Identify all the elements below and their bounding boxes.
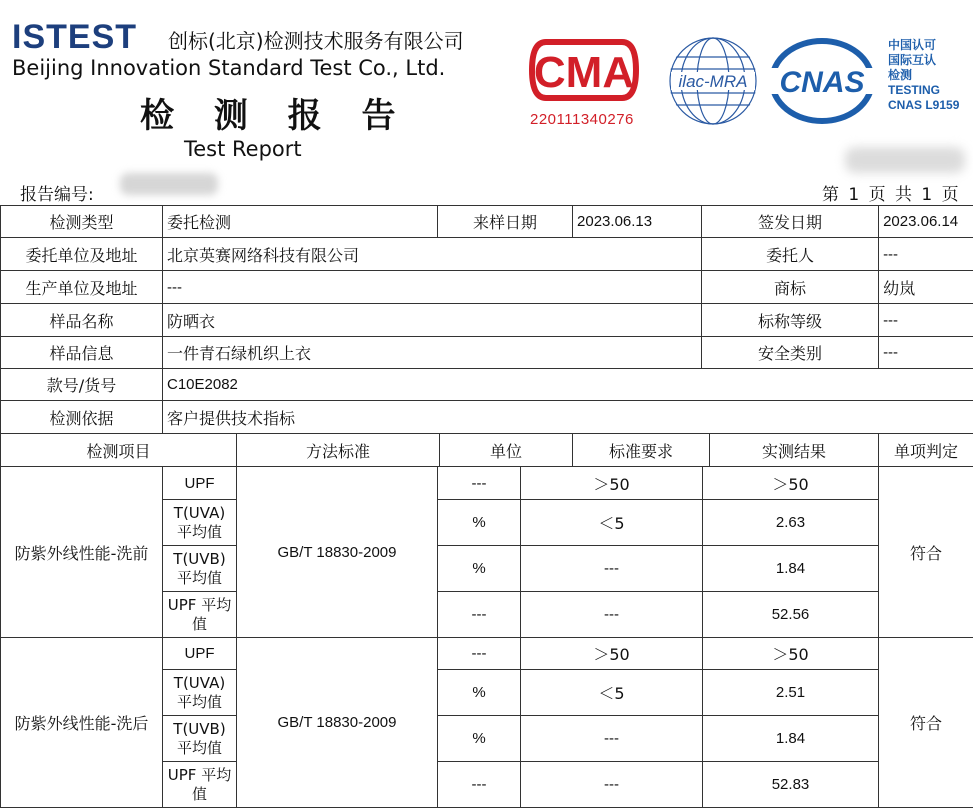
sample-info-label: 样品信息 bbox=[1, 337, 163, 369]
col-header-verdict: 单项判定 bbox=[879, 434, 973, 467]
requirement: ＞50 bbox=[521, 467, 703, 500]
col-header-method: 方法标准 bbox=[237, 434, 440, 467]
info-row-style-no bbox=[1, 369, 973, 401]
ilac-text: ilac-MRA bbox=[678, 72, 748, 91]
test-item: 防紫外线性能-洗后 bbox=[1, 638, 163, 808]
sub-item: T(UVA)平均值 bbox=[163, 670, 237, 716]
sub-item: UPF 平均值 bbox=[163, 592, 237, 638]
test-type-value: 委托检测 bbox=[163, 206, 438, 238]
client-person-value: --- bbox=[879, 238, 973, 271]
sample-name-value: 防晒衣 bbox=[163, 304, 702, 337]
info-row-type bbox=[1, 206, 973, 238]
basis-label: 检测依据 bbox=[1, 401, 163, 434]
col-header-result: 实测结果 bbox=[710, 434, 879, 467]
result: 1.84 bbox=[703, 546, 879, 592]
basis-value: 客户提供技术指标 bbox=[163, 401, 973, 434]
brand-logo: ISTEST bbox=[12, 18, 138, 56]
result: 1.84 bbox=[703, 716, 879, 762]
unit: --- bbox=[438, 762, 521, 808]
trademark-label: 商标 bbox=[702, 271, 879, 304]
grade-value: --- bbox=[879, 304, 973, 337]
sub-item: UPF 平均值 bbox=[163, 762, 237, 808]
result: 52.83 bbox=[703, 762, 879, 808]
sample-info-value: 一件青石绿机织上衣 bbox=[163, 337, 702, 369]
report-title-cn: 检 测 报 告 bbox=[140, 96, 410, 136]
results-header-row bbox=[1, 434, 973, 467]
requirement: --- bbox=[521, 762, 703, 808]
cnas-line-3: 检测 bbox=[888, 68, 913, 82]
report-number-label: 报告编号: bbox=[20, 185, 94, 205]
test-item: 防紫外线性能-洗前 bbox=[1, 467, 163, 638]
ilac-mra-logo bbox=[667, 35, 759, 127]
issue-date-label: 签发日期 bbox=[702, 206, 879, 238]
unit: --- bbox=[438, 592, 521, 638]
client-value: 北京英赛网络科技有限公司 bbox=[163, 238, 702, 271]
info-row-client bbox=[1, 238, 973, 271]
col-header-item: 检测项目 bbox=[1, 434, 237, 467]
requirement: ＜5 bbox=[521, 500, 703, 546]
cma-text: CMA bbox=[533, 48, 635, 97]
grade-label: 标称等级 bbox=[702, 304, 879, 337]
unit: % bbox=[438, 546, 521, 592]
page-indicator: 第 1 页 共 1 页 bbox=[822, 185, 959, 205]
trademark-value: 幼岚 bbox=[879, 271, 973, 304]
cnas-line-4: TESTING bbox=[888, 83, 941, 97]
producer-value: --- bbox=[163, 271, 702, 304]
cnas-text: CNAS bbox=[779, 66, 865, 99]
info-row-producer bbox=[1, 271, 973, 304]
redacted-report-number bbox=[120, 173, 218, 195]
report-title-en: Test Report bbox=[184, 137, 302, 161]
sub-item: T(UVB)平均值 bbox=[163, 716, 237, 762]
sample-name-label: 样品名称 bbox=[1, 304, 163, 337]
unit: % bbox=[438, 670, 521, 716]
issue-date-value: 2023.06.14 bbox=[879, 206, 973, 238]
cnas-line-5: CNAS L9159 bbox=[888, 98, 960, 112]
requirement: --- bbox=[521, 716, 703, 762]
cma-number: 220111340276 bbox=[530, 111, 634, 128]
producer-label: 生产单位及地址 bbox=[1, 271, 163, 304]
sample-date-label: 来样日期 bbox=[438, 206, 573, 238]
method-standard: GB/T 18830-2009 bbox=[237, 638, 438, 808]
safety-value: --- bbox=[879, 337, 973, 369]
sub-item: T(UVA)平均值 bbox=[163, 500, 237, 546]
requirement: ＞50 bbox=[521, 638, 703, 670]
redacted-mark bbox=[845, 147, 965, 173]
company-name-cn: 创标(北京)检测技术服务有限公司 bbox=[168, 29, 464, 53]
info-row-basis bbox=[1, 401, 973, 434]
result: 2.63 bbox=[703, 500, 879, 546]
unit: % bbox=[438, 500, 521, 546]
verdict: 符合 bbox=[879, 467, 973, 638]
info-row-sample-name bbox=[1, 304, 973, 337]
cnas-logo bbox=[768, 38, 876, 124]
sub-item: UPF bbox=[163, 467, 237, 500]
col-header-requirement: 标准要求 bbox=[573, 434, 710, 467]
requirement: --- bbox=[521, 546, 703, 592]
client-label: 委托单位及地址 bbox=[1, 238, 163, 271]
info-row-sample-info bbox=[1, 337, 973, 369]
cma-logo bbox=[528, 36, 640, 106]
style-no-value: C10E2082 bbox=[163, 369, 973, 401]
company-name-en: Beijing Innovation Standard Test Co., Ltd. bbox=[12, 56, 446, 80]
col-header-unit: 单位 bbox=[440, 434, 573, 467]
style-no-label: 款号/货号 bbox=[1, 369, 163, 401]
method-standard: GB/T 18830-2009 bbox=[237, 467, 438, 638]
client-person-label: 委托人 bbox=[702, 238, 879, 271]
sub-item: UPF bbox=[163, 638, 237, 670]
result: ＞50 bbox=[703, 638, 879, 670]
verdict: 符合 bbox=[879, 638, 973, 808]
requirement: ＜5 bbox=[521, 670, 703, 716]
result-row bbox=[1, 638, 973, 670]
unit: % bbox=[438, 716, 521, 762]
unit: --- bbox=[438, 467, 521, 500]
result: ＞50 bbox=[703, 467, 879, 500]
safety-label: 安全类别 bbox=[702, 337, 879, 369]
sub-item: T(UVB)平均值 bbox=[163, 546, 237, 592]
test-type-label: 检测类型 bbox=[1, 206, 163, 238]
unit: --- bbox=[438, 638, 521, 670]
result: 52.56 bbox=[703, 592, 879, 638]
cnas-line-2: 国际互认 bbox=[888, 53, 937, 67]
report-table bbox=[0, 205, 973, 808]
result: 2.51 bbox=[703, 670, 879, 716]
cnas-line-1: 中国认可 bbox=[888, 38, 937, 52]
result-row bbox=[1, 467, 973, 500]
requirement: --- bbox=[521, 592, 703, 638]
sample-date-value: 2023.06.13 bbox=[573, 206, 702, 238]
cnas-accreditation-text bbox=[888, 38, 959, 113]
